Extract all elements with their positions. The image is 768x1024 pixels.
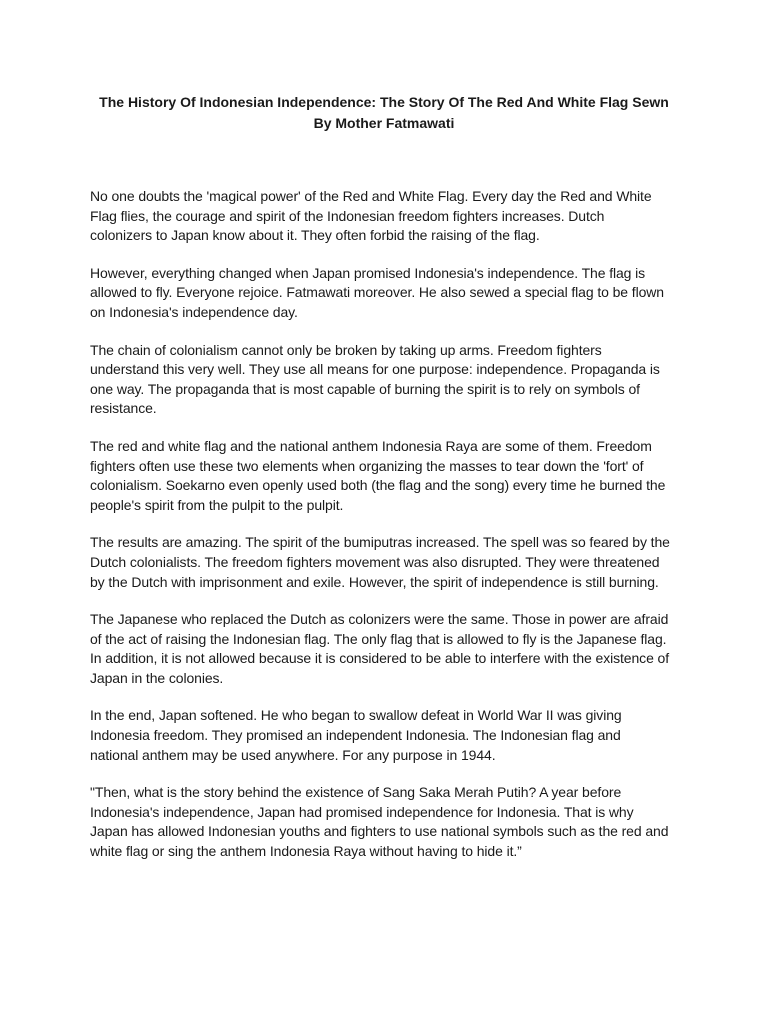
paragraph-2: However, everything changed when Japan promised Indonesia's independence. The flag is allowed to fly. Everyone rejoice. Fatmawati moreover. He also sewed a special flag to be flown on Indonesia's independence day. [90,264,664,320]
paragraph-7: In the end, Japan softened. He who began to swallow defeat in World War II was giving Indonesia freedom. They promised an independent Indonesia. The Indonesian flag and national anthem may be used anywhere. For any purpose in 1944. [90,707,622,763]
paragraph-4: The red and white flag and the national anthem Indonesia Raya are some of them. Freedom fighters often use these two elements when organizing the masses to tear down the 'fort' of colonialism. Soekarno even openly used both (the flag and the song) every time he burned the people's spirit from the pulpit to the pulpit. [90,437,666,513]
paragraph-8: "Then, what is the story behind the existence of Sang Saka Merah Putih? A year before Indonesia's independence, Japan had promised independence for Indonesia. That is why Japan has allowed Indonesian youths and fighters to use national symbols such as the red and white flag or sing the anthem Indonesia Raya without having to hide it.” [90,784,669,860]
paragraph-3: The chain of colonialism cannot only be broken by taking up arms. Freedom fighters understand this very well. They use all means for one purpose: independence. Propaganda is one way. The propaganda that is most capable of burning the spirit is to rely on symbols of resistance. [90,341,660,417]
paragraph-5: The results are amazing. The spirit of the bumiputras increased. The spell was so feared by the Dutch colonialists. The freedom fighters movement was also disrupted. They were threatened by the Dutch with imprisonment and exile. However, the spirit of independence is still burning. [90,534,670,590]
document-body [90,187,670,880]
document-title: The History Of Indonesian Independence: The Story Of The Red And White Flag Sewn By Mother Fatmawati [99,94,669,131]
paragraph-1: No one doubts the 'magical power' of the Red and White Flag. Every day the Red and White Flag flies, the courage and spirit of the Indonesian freedom fighters increases. Dutch colonizers to Japan know about it. They often forbid the raising of the flag. [90,188,652,244]
paragraph-6: The Japanese who replaced the Dutch as colonizers were the same. Those in power are afraid of the act of raising the Indonesian flag. The only flag that is allowed to fly is the Japanese flag. In addition, it is not allowed because it is considered to be able to interfere with the existence of Japan in the colonies. [90,611,670,686]
